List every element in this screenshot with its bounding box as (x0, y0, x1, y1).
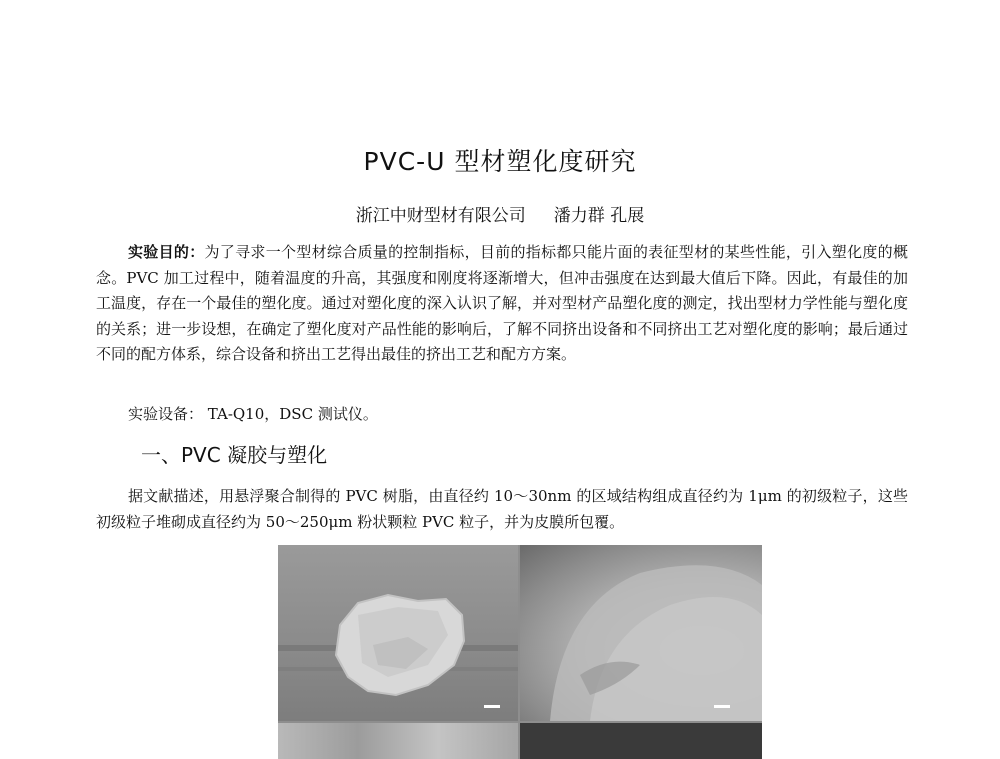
equipment-label: 实验设备： (128, 405, 204, 423)
author-names: 潘力群 孔展 (553, 206, 645, 226)
equipment-paragraph (128, 402, 908, 428)
scale-bar (484, 705, 500, 708)
micrograph-panel-texture (278, 723, 518, 759)
objective-label: 实验目的： (128, 243, 205, 261)
paper-title: PVC-U 型材塑化度研究 (363, 147, 637, 176)
affiliation: 浙江中财型材有限公司 (355, 206, 526, 226)
surface-image (520, 545, 762, 721)
micrograph-panel-surface (520, 545, 762, 721)
sem-micrograph-figure (278, 545, 762, 759)
scale-bar (714, 705, 730, 708)
section-paragraph: 据文献描述，用悬浮聚合制得的 PVC 树脂，由直径约 10～30nm 的区域结构组成直径约为 1μm 的初级粒子，这些初级粒子堆砌成直径约为 50～250μm 粉状颗粒 PVC 粒子，并为皮膜所包覆。 (96, 487, 908, 531)
micrograph-panel-dark (520, 723, 762, 759)
objective-paragraph (96, 240, 908, 368)
equipment-text: TA-Q10，DSC 测试仪。 (207, 405, 378, 423)
section-heading: 一、PVC 凝胶与塑化 (141, 443, 328, 467)
objective-text: 为了寻求一个型材综合质量的控制指标，目前的指标都只能片面的表征型材的某些性能，引入塑化度的概念。PVC 加工过程中，随着温度的升高，其强度和刚度将逐渐增大，但冲击强度在达到最大值后下降。因此，有最佳的加工温度，存在一个最佳的塑化度。通过对塑化度的深入认识了解，并对型材产品塑化度的测定，找出型材力学性能与塑化度的关系；进一步设想，在确定了塑化度对产品性能的影响后，了解不同挤出设备和不同挤出工艺对塑化度的影响；最后通过不同的配方体系，综合设备和挤出工艺得出最佳的挤出工艺和配方方案。 (96, 243, 908, 363)
author-line (0, 201, 1000, 226)
micrograph-panel-particle (278, 545, 518, 721)
particle-image (278, 545, 518, 721)
